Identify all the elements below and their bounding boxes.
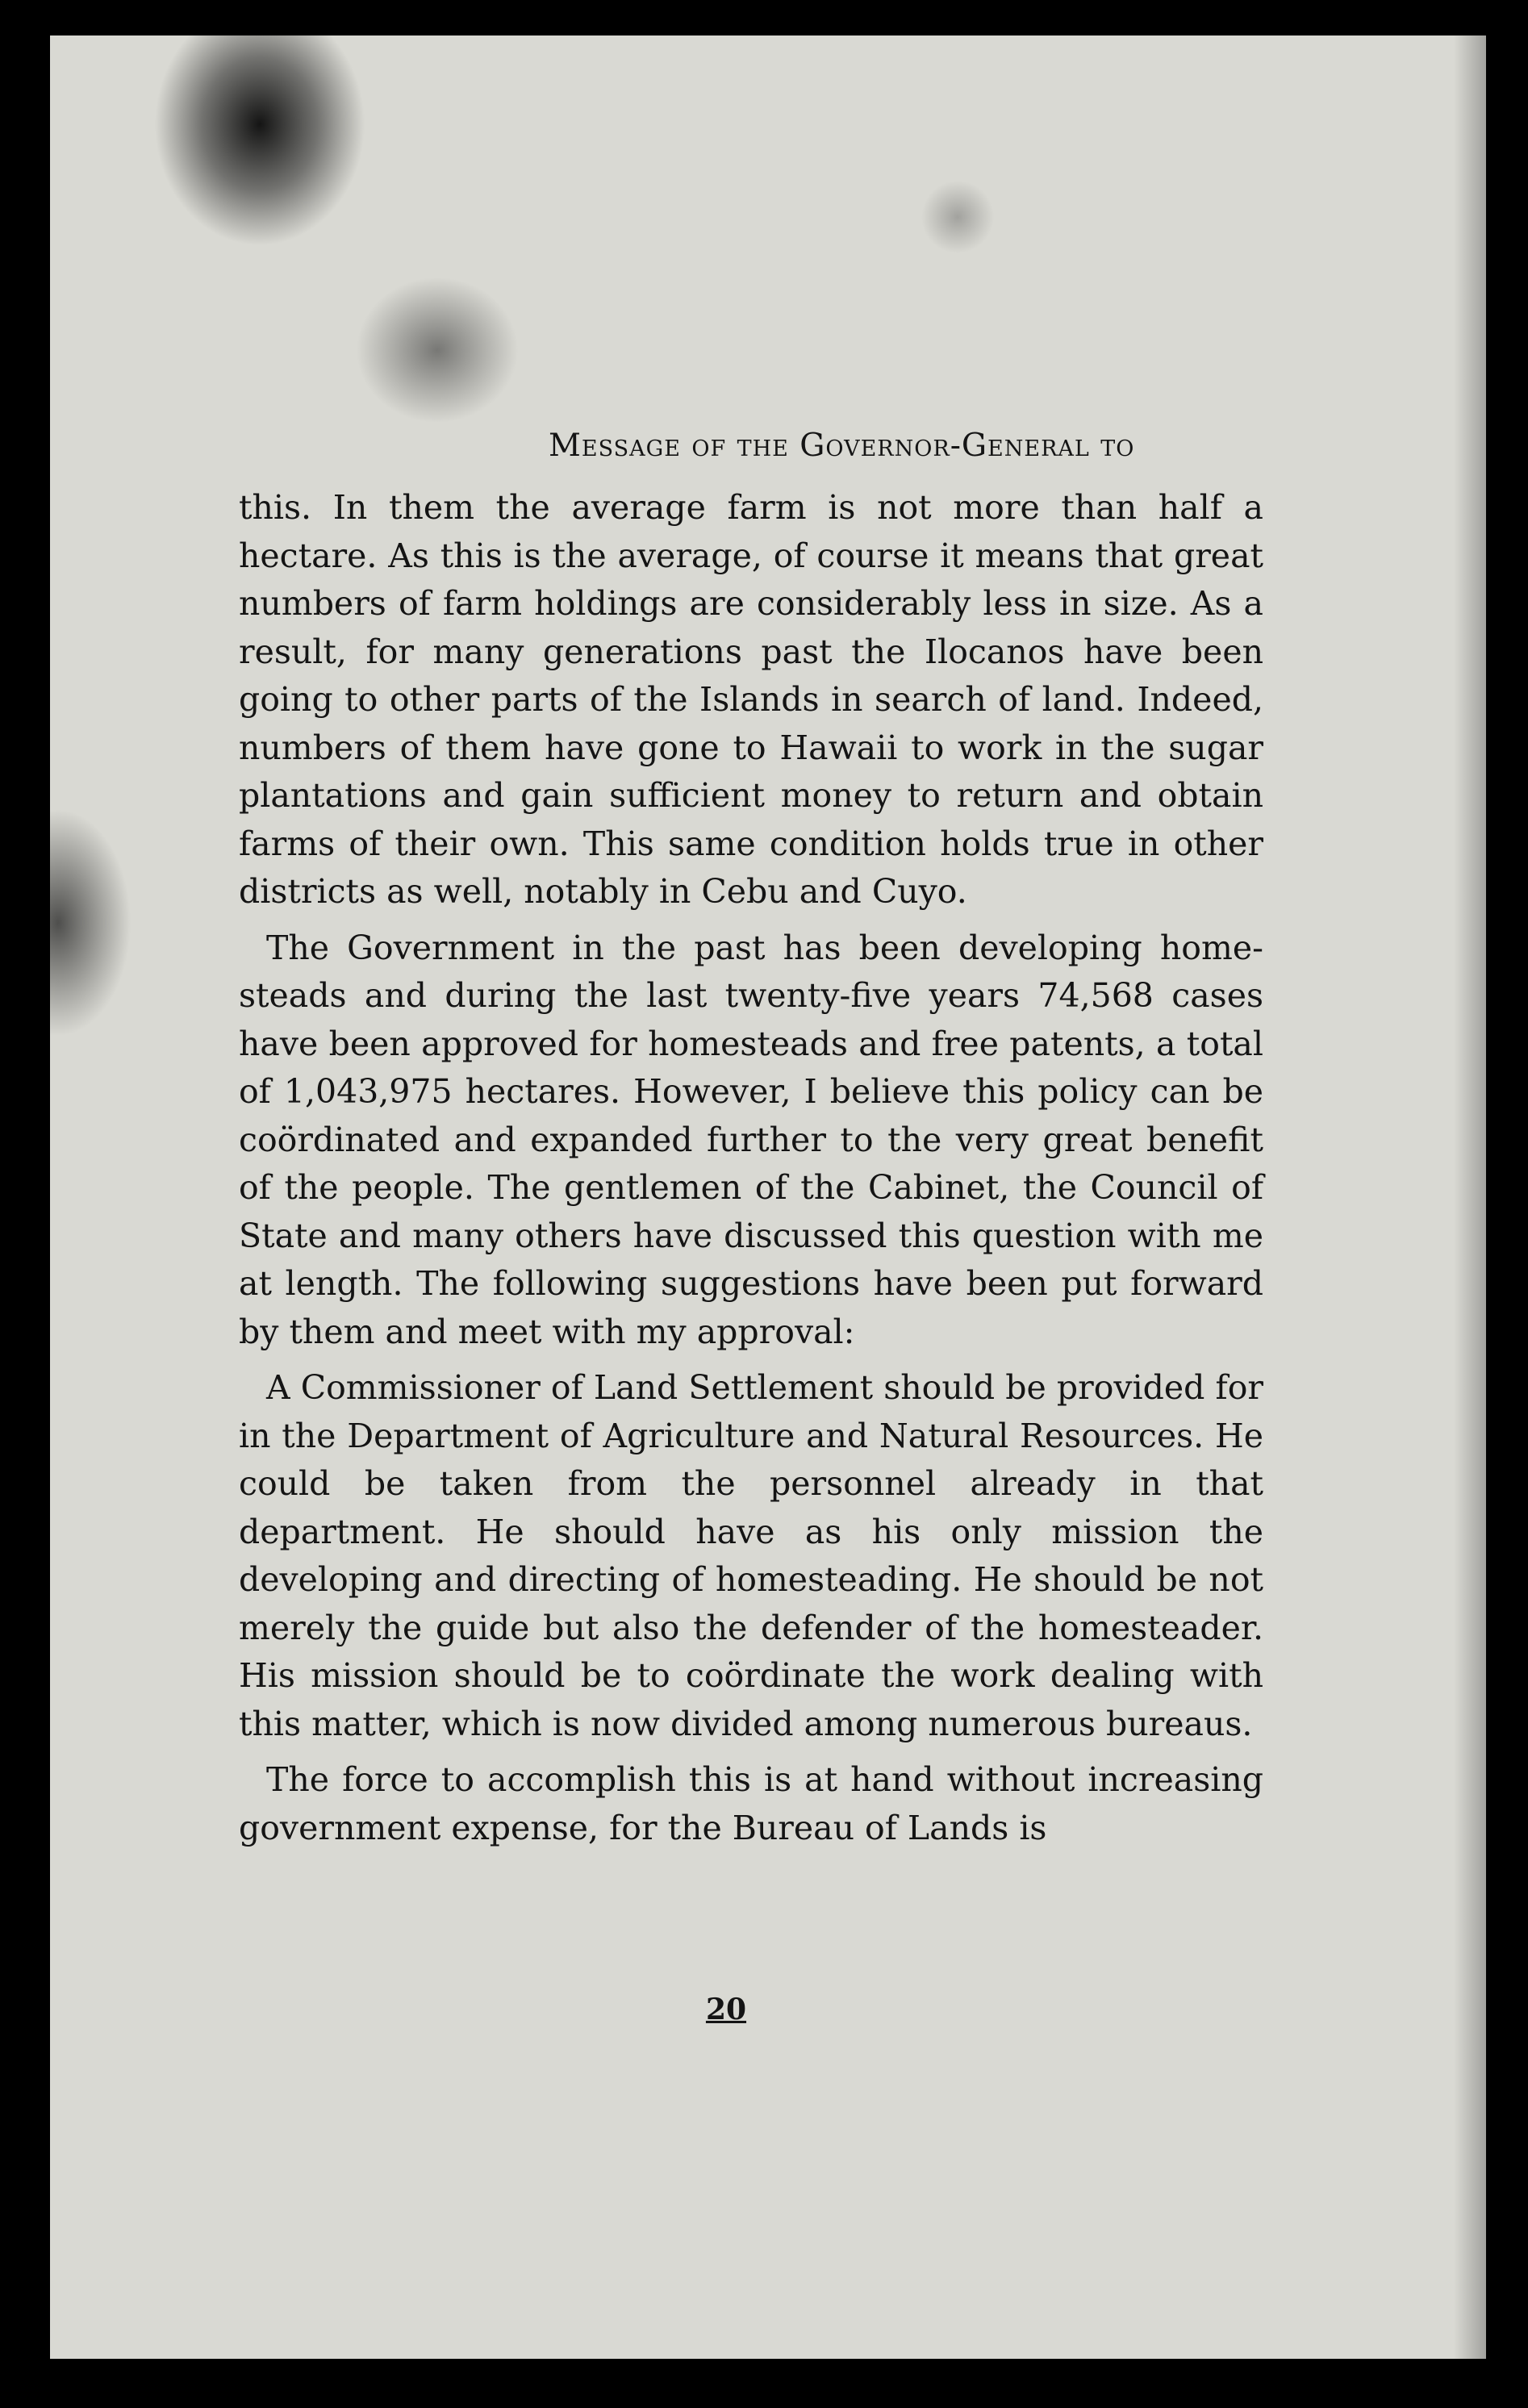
- paragraph: The force to accomplish this is at hand without increasing government expense, for the Bureau of Lands is: [239, 1760, 1263, 1847]
- ink-stain: [357, 278, 518, 423]
- paragraph: A Commissioner of Land Settlement should be provided for in the Department of Agriculture and Natural Resources. He could be taken from the personnel already in that department. He should have as his only mission the developing and directing of homesteading. He should be not merely the guide but also the defender of the homesteader. His mission should be to coördinate the work dealing with this matter, which is now divided among numerous bureaus.: [239, 1368, 1263, 1743]
- body-text: [239, 484, 1263, 1860]
- ink-stain: [50, 810, 131, 1036]
- page-number: 20: [705, 1993, 747, 2026]
- ink-stain: [921, 181, 994, 253]
- ink-stain: [155, 35, 365, 245]
- paragraph: this. In them the average farm is not more than half a hectare. As this is the average, of course it means that great numbers of farm holdings are considerably less in size. As a result, for many generations past the Ilocanos have been going to other parts of the Islands in search of land. Indeed, numbers of them have gone to Hawaii to work in the sugar plantations and gain sufficient money to return and obtain farms of their own. This same condition holds true in other districts as well, notably in Cebu and Cuyo.: [239, 488, 1263, 911]
- page-edge-shadow: [1454, 35, 1486, 2359]
- paragraph: The Government in the past has been developing homesteads and during the last twenty-five years 74,568 cases have been approved for homesteads and free patents, a total of 1,043,975 hectares. However, I believe this policy can be coördinated and expanded further to the very great benefit of the people. The gentlemen of the Cabinet, the Council of State and many others have discussed this question with me at length. The following suggestions have been put forward by them and meet with my approval:: [239, 928, 1263, 1351]
- running-header: Message of the Governor-General to: [549, 428, 1135, 464]
